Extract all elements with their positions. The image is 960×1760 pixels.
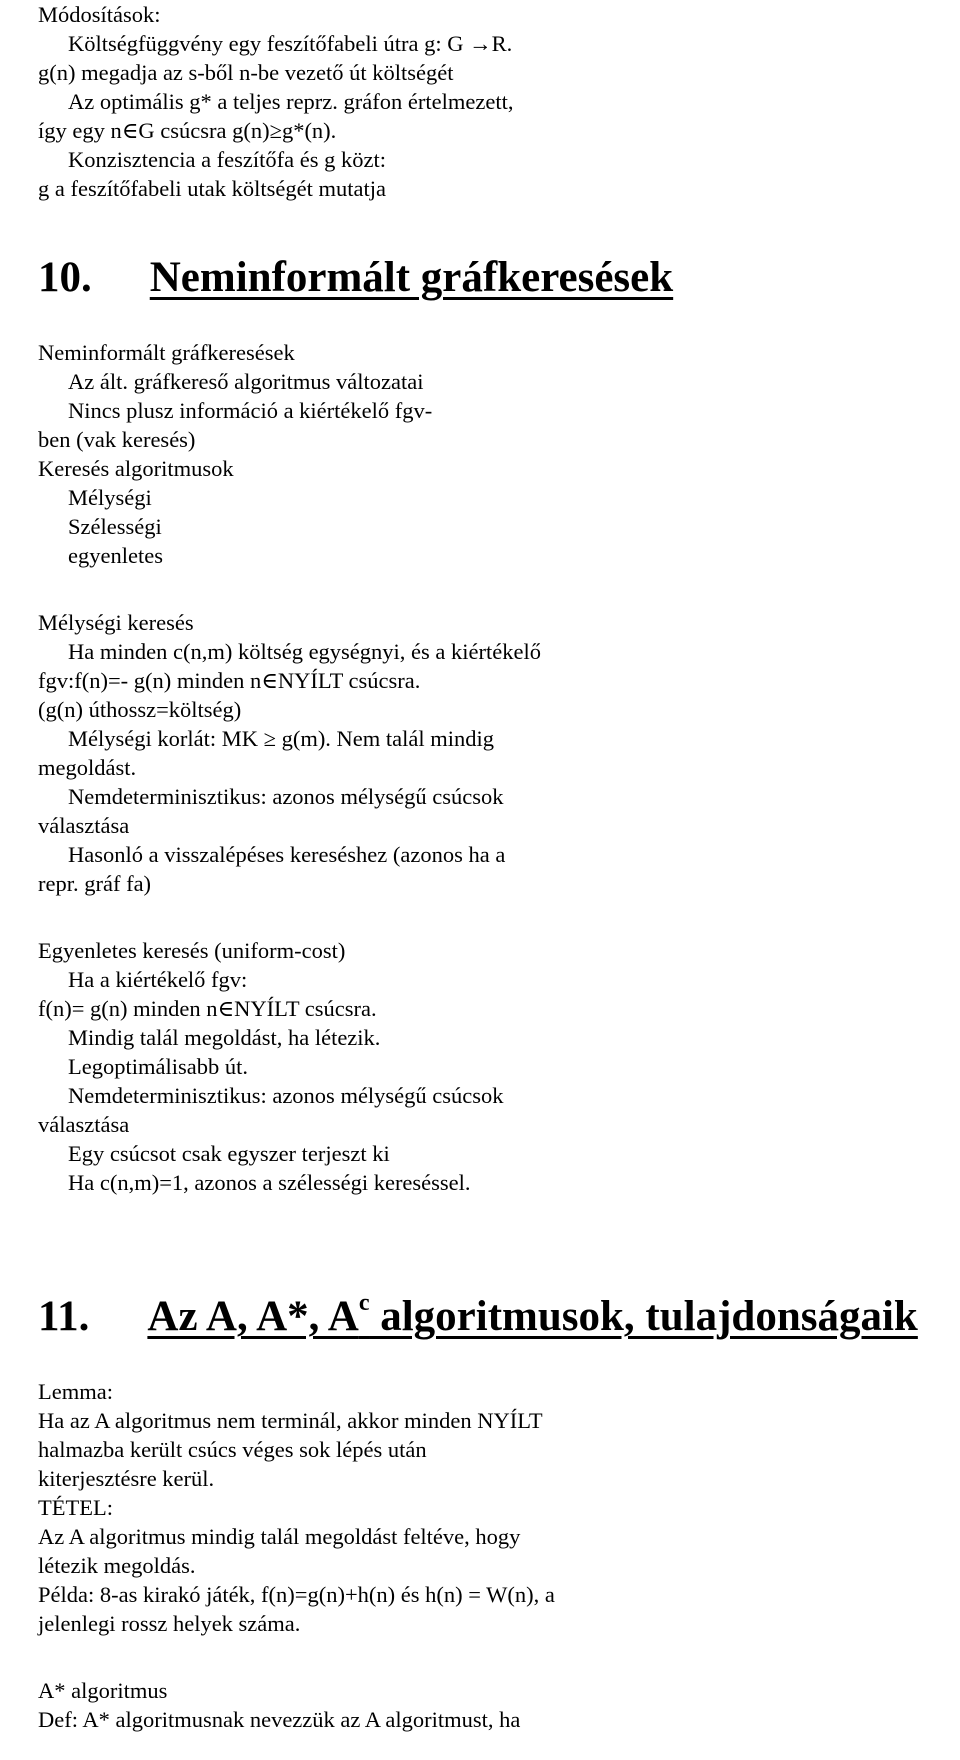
section-heading-11 bbox=[38, 1290, 918, 1340]
text-line: (g(n) úthossz=költség) bbox=[38, 697, 242, 722]
text-line: Ha az A algoritmus nem terminál, akkor minden NYÍLT bbox=[38, 1408, 543, 1433]
list-item: Szélességi bbox=[68, 514, 162, 539]
text-line: g(n) megadja az s-ből n-be vezető út költségét bbox=[38, 60, 454, 85]
text-line: halmazba került csúcs véges sok lépés után bbox=[38, 1437, 427, 1462]
text-line: Egy csúcsot csak egyszer terjeszt ki bbox=[68, 1141, 390, 1166]
text-line: választása bbox=[38, 1112, 130, 1137]
text-line: Nemdeterminisztikus: azonos mélységű csúcsok bbox=[68, 1083, 504, 1108]
text-line: Ha minden c(n,m) költség egységnyi, és a kiértékelő bbox=[68, 639, 541, 664]
text-line: Mélységi korlát: MK ≥ g(m). Nem talál mindig bbox=[68, 726, 495, 751]
modifications-heading: Módosítások: bbox=[38, 2, 161, 27]
text-line: megoldást. bbox=[38, 755, 137, 780]
text-line: így egy n∈G csúcsra g(n)≥g*(n). bbox=[38, 118, 337, 143]
text-line: repr. gráf fa) bbox=[38, 871, 152, 896]
list-item: egyenletes bbox=[68, 543, 163, 568]
text-line: Def: A* algoritmusnak nevezzük az A algoritmust, ha bbox=[38, 1707, 521, 1732]
text-line: Mindig talál megoldást, ha létezik. bbox=[68, 1025, 381, 1050]
list-item: Mélységi bbox=[68, 485, 152, 510]
subheading: Egyenletes keresés (uniform-cost) bbox=[38, 938, 346, 963]
lemma-heading: Lemma: bbox=[38, 1379, 113, 1404]
text-line: g a feszítőfabeli utak költségét mutatja bbox=[38, 176, 387, 201]
text-line: Költségfüggvény egy feszítőfabeli útra g: G →R. bbox=[68, 31, 513, 56]
section-number: 11. bbox=[38, 1293, 90, 1340]
subheading: A* algoritmus bbox=[38, 1678, 168, 1703]
text-line: Ha c(n,m)=1, azonos a szélességi kereséssel. bbox=[68, 1170, 471, 1195]
text-line: kiterjesztésre kerül. bbox=[38, 1466, 215, 1491]
section-title bbox=[147, 1290, 918, 1340]
section-title: Neminformált gráfkeresések bbox=[149, 254, 674, 301]
text-line: Az A algoritmus mindig talál megoldást feltéve, hogy bbox=[38, 1524, 521, 1549]
theorem-heading: TÉTEL: bbox=[38, 1495, 113, 1520]
text-line: Példa: 8-as kirakó játék, f(n)=g(n)+h(n) és h(n) = W(n), a bbox=[38, 1582, 555, 1607]
text-line: választása bbox=[38, 813, 130, 838]
text-line: létezik megoldás. bbox=[38, 1553, 196, 1578]
section-title-part: algoritmusok, tulajdonságaik bbox=[369, 1293, 918, 1340]
text-line: jelenlegi rossz helyek száma. bbox=[38, 1611, 301, 1636]
text-line: ben (vak keresés) bbox=[38, 427, 196, 452]
text-line: Nincs plusz információ a kiértékelő fgv- bbox=[68, 398, 433, 423]
text-line: fgv:f(n)=- g(n) minden n∈NYÍLT csúcsra. bbox=[38, 668, 421, 693]
text-line: f(n)= g(n) minden n∈NYÍLT csúcsra. bbox=[38, 996, 377, 1021]
text-line: Legoptimálisabb út. bbox=[68, 1054, 248, 1079]
text-line: Hasonló a visszalépéses kereséshez (azonos ha a bbox=[68, 842, 506, 867]
section-title-superscript: c bbox=[358, 1290, 370, 1316]
text-line: Nemdeterminisztikus: azonos mélységű csúcsok bbox=[68, 784, 504, 809]
text-line: Keresés algoritmusok bbox=[38, 456, 234, 481]
text-line: Ha a kiértékelő fgv: bbox=[68, 967, 248, 992]
text-line: Az optimális g* a teljes reprz. gráfon értelmezett, bbox=[68, 89, 514, 114]
text-line: Konzisztencia a feszítőfa és g közt: bbox=[68, 147, 386, 172]
section-heading-10 bbox=[38, 256, 673, 299]
text-line: Az ált. gráfkereső algoritmus változatai bbox=[68, 369, 424, 394]
section-number: 10. bbox=[38, 254, 92, 301]
subheading: Mélységi keresés bbox=[38, 610, 194, 635]
section-title-part: Az A, A*, A bbox=[147, 1293, 359, 1340]
text-line: Neminformált gráfkeresések bbox=[38, 340, 295, 365]
